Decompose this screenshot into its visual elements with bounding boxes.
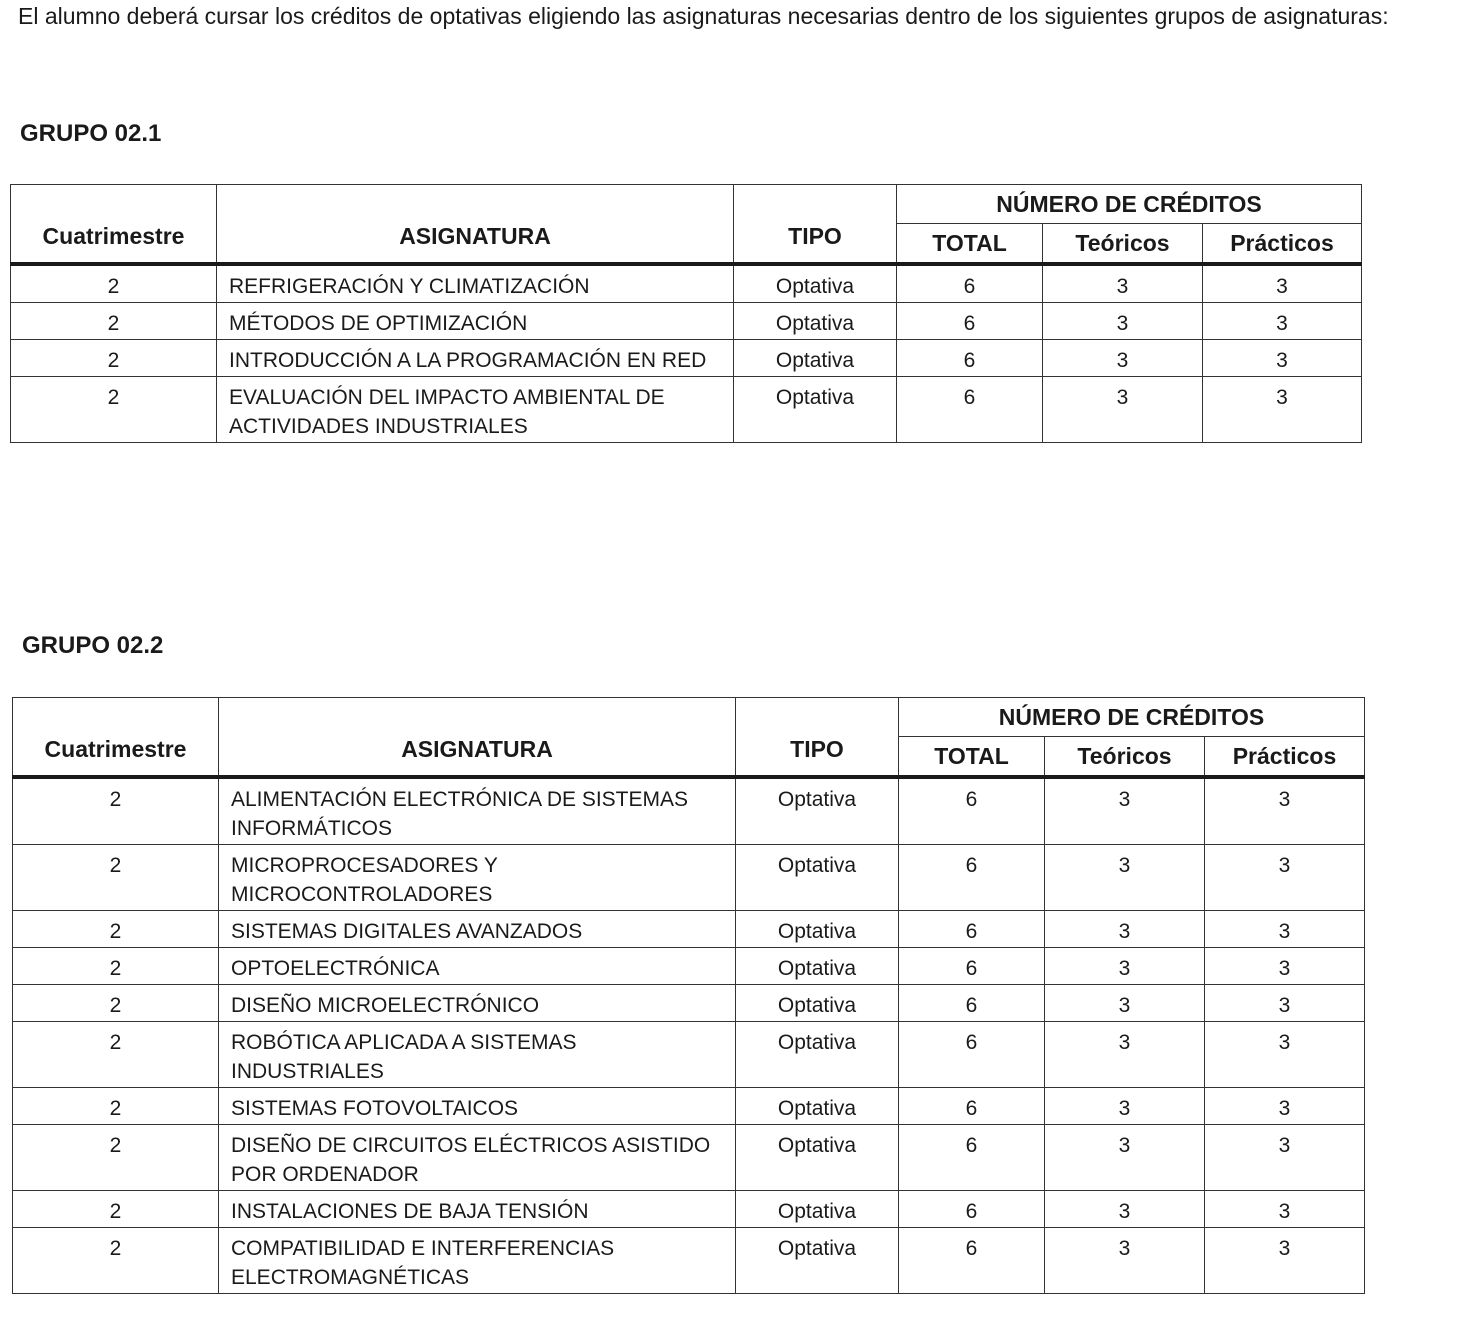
cell-teoricos: 3 — [1045, 1022, 1205, 1088]
intro-paragraph: El alumno deberá cursar los créditos de optativas eligiendo las asignaturas necesarias dentro de los siguientes grupos de asignaturas: — [18, 3, 1389, 29]
cell-total: 6 — [899, 1191, 1045, 1228]
cell-total: 6 — [899, 777, 1045, 845]
cell-tipo: Optativa — [736, 1088, 899, 1125]
table-row — [13, 948, 1365, 985]
cell-practicos: 3 — [1205, 1191, 1365, 1228]
table-row — [13, 1228, 1365, 1294]
header-asignatura: ASIGNATURA — [217, 185, 734, 265]
cell-tipo: Optativa — [734, 264, 897, 303]
cell-asignatura: DISEÑO MICROELECTRÓNICO — [219, 985, 736, 1022]
cell-teoricos: 3 — [1045, 985, 1205, 1022]
header-teoricos: Teóricos — [1045, 737, 1205, 778]
cell-tipo: Optativa — [734, 303, 897, 340]
cell-asignatura: SISTEMAS FOTOVOLTAICOS — [219, 1088, 736, 1125]
cell-teoricos: 3 — [1045, 777, 1205, 845]
cell-asignatura: INSTALACIONES DE BAJA TENSIÓN — [219, 1191, 736, 1228]
cell-total: 6 — [899, 1125, 1045, 1191]
cell-teoricos: 3 — [1045, 948, 1205, 985]
header-numero-creditos: NÚMERO DE CRÉDITOS — [899, 698, 1365, 737]
cell-tipo: Optativa — [736, 1191, 899, 1228]
cell-total: 6 — [899, 985, 1045, 1022]
cell-asignatura: INTRODUCCIÓN A LA PROGRAMACIÓN EN RED — [217, 340, 734, 377]
cell-cuatrimestre: 2 — [11, 340, 217, 377]
cell-teoricos: 3 — [1043, 340, 1203, 377]
cell-teoricos: 3 — [1043, 377, 1203, 443]
table-row — [11, 264, 1362, 303]
table-row — [11, 377, 1362, 443]
cell-practicos: 3 — [1205, 1125, 1365, 1191]
cell-teoricos: 3 — [1045, 1191, 1205, 1228]
header-practicos: Prácticos — [1205, 737, 1365, 778]
cell-cuatrimestre: 2 — [13, 1191, 219, 1228]
table-row — [13, 845, 1365, 911]
cell-tipo: Optativa — [736, 777, 899, 845]
header-asignatura: ASIGNATURA — [219, 698, 736, 778]
cell-cuatrimestre: 2 — [13, 777, 219, 845]
cell-cuatrimestre: 2 — [11, 377, 217, 443]
cell-total: 6 — [899, 1228, 1045, 1294]
optativas-table-grupo-02-1 — [10, 184, 1362, 443]
table-row — [13, 1125, 1365, 1191]
cell-practicos: 3 — [1205, 911, 1365, 948]
cell-total: 6 — [899, 1088, 1045, 1125]
cell-teoricos: 3 — [1043, 303, 1203, 340]
cell-teoricos: 3 — [1045, 1125, 1205, 1191]
cell-tipo: Optativa — [736, 985, 899, 1022]
cell-teoricos: 3 — [1045, 845, 1205, 911]
cell-practicos: 3 — [1203, 264, 1362, 303]
cell-tipo: Optativa — [734, 377, 897, 443]
cell-cuatrimestre: 2 — [13, 845, 219, 911]
cell-total: 6 — [899, 911, 1045, 948]
cell-tipo: Optativa — [736, 1022, 899, 1088]
cell-total: 6 — [899, 1022, 1045, 1088]
table-row — [13, 1191, 1365, 1228]
cell-total: 6 — [897, 264, 1043, 303]
cell-practicos: 3 — [1203, 377, 1362, 443]
cell-cuatrimestre: 2 — [13, 911, 219, 948]
table-row — [13, 1088, 1365, 1125]
cell-teoricos: 3 — [1045, 1088, 1205, 1125]
header-teoricos: Teóricos — [1043, 224, 1203, 265]
cell-total: 6 — [897, 340, 1043, 377]
cell-asignatura: REFRIGERACIÓN Y CLIMATIZACIÓN — [217, 264, 734, 303]
cell-asignatura: ROBÓTICA APLICADA A SISTEMAS INDUSTRIALES — [219, 1022, 736, 1088]
header-tipo: TIPO — [736, 698, 899, 778]
cell-total: 6 — [897, 303, 1043, 340]
table-row — [13, 911, 1365, 948]
cell-asignatura: OPTOELECTRÓNICA — [219, 948, 736, 985]
table-body — [11, 264, 1362, 443]
optativas-table-grupo-02-2 — [12, 697, 1365, 1294]
header-tipo: TIPO — [734, 185, 897, 265]
table-row — [13, 985, 1365, 1022]
header-cuatrimestre: Cuatrimestre — [13, 698, 219, 778]
header-cuatrimestre: Cuatrimestre — [11, 185, 217, 265]
cell-cuatrimestre: 2 — [13, 1022, 219, 1088]
cell-cuatrimestre: 2 — [13, 1125, 219, 1191]
cell-teoricos: 3 — [1045, 1228, 1205, 1294]
cell-practicos: 3 — [1205, 845, 1365, 911]
header-total: TOTAL — [897, 224, 1043, 265]
cell-practicos: 3 — [1205, 948, 1365, 985]
header-practicos: Prácticos — [1203, 224, 1362, 265]
cell-asignatura: MÉTODOS DE OPTIMIZACIÓN — [217, 303, 734, 340]
group-title: GRUPO 02.1 — [20, 120, 162, 147]
cell-tipo: Optativa — [736, 1228, 899, 1294]
cell-cuatrimestre: 2 — [11, 264, 217, 303]
header-numero-creditos: NÚMERO DE CRÉDITOS — [897, 185, 1362, 224]
cell-practicos: 3 — [1205, 985, 1365, 1022]
header-total: TOTAL — [899, 737, 1045, 778]
cell-total: 6 — [897, 377, 1043, 443]
cell-asignatura: SISTEMAS DIGITALES AVANZADOS — [219, 911, 736, 948]
cell-tipo: Optativa — [736, 1125, 899, 1191]
cell-asignatura: COMPATIBILIDAD E INTERFERENCIAS ELECTROMAGNÉTICAS — [219, 1228, 736, 1294]
cell-teoricos: 3 — [1045, 911, 1205, 948]
cell-practicos: 3 — [1205, 1088, 1365, 1125]
cell-cuatrimestre: 2 — [11, 303, 217, 340]
cell-tipo: Optativa — [734, 340, 897, 377]
cell-practicos: 3 — [1203, 340, 1362, 377]
table-row — [11, 303, 1362, 340]
cell-cuatrimestre: 2 — [13, 985, 219, 1022]
cell-cuatrimestre: 2 — [13, 1088, 219, 1125]
cell-cuatrimestre: 2 — [13, 1228, 219, 1294]
cell-teoricos: 3 — [1043, 264, 1203, 303]
cell-asignatura: ALIMENTACIÓN ELECTRÓNICA DE SISTEMAS INFORMÁTICOS — [219, 777, 736, 845]
table-row — [13, 1022, 1365, 1088]
cell-practicos: 3 — [1203, 303, 1362, 340]
cell-tipo: Optativa — [736, 948, 899, 985]
table-row — [13, 777, 1365, 845]
cell-practicos: 3 — [1205, 777, 1365, 845]
cell-tipo: Optativa — [736, 911, 899, 948]
cell-cuatrimestre: 2 — [13, 948, 219, 985]
cell-tipo: Optativa — [736, 845, 899, 911]
table-body — [13, 777, 1365, 1294]
cell-asignatura: DISEÑO DE CIRCUITOS ELÉCTRICOS ASISTIDO POR ORDENADOR — [219, 1125, 736, 1191]
group-title: GRUPO 02.2 — [22, 632, 164, 659]
cell-asignatura: EVALUACIÓN DEL IMPACTO AMBIENTAL DE ACTIVIDADES INDUSTRIALES — [217, 377, 734, 443]
table-row — [11, 340, 1362, 377]
cell-total: 6 — [899, 845, 1045, 911]
cell-practicos: 3 — [1205, 1228, 1365, 1294]
cell-total: 6 — [899, 948, 1045, 985]
cell-asignatura: MICROPROCESADORES Y MICROCONTROLADORES — [219, 845, 736, 911]
cell-practicos: 3 — [1205, 1022, 1365, 1088]
